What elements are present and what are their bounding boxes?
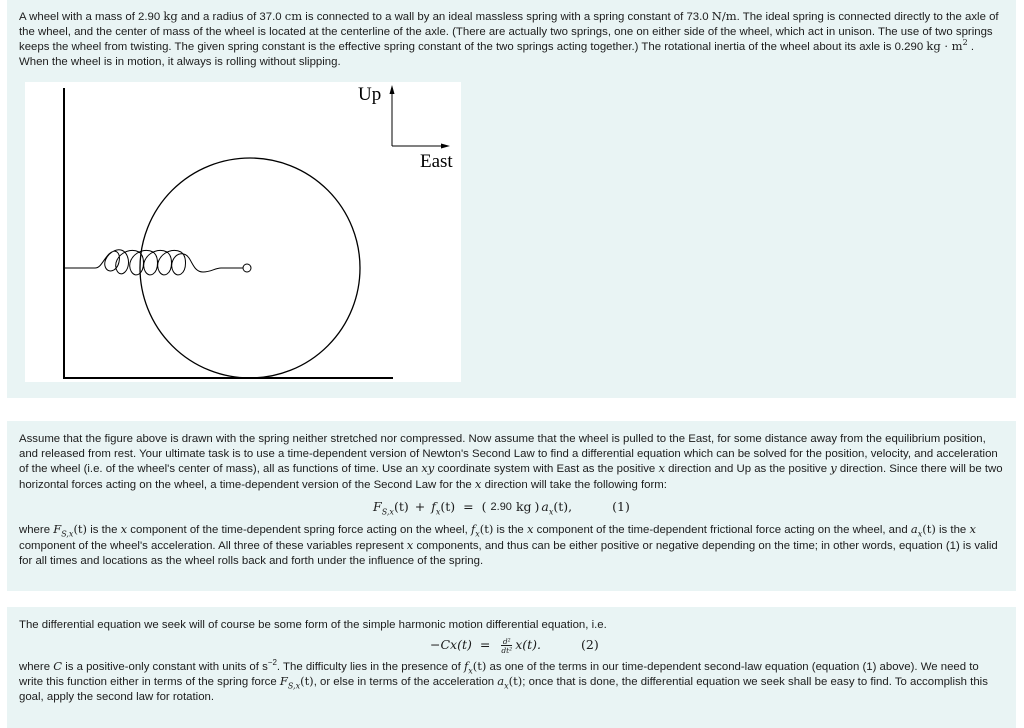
eq1-F-arg: (t) — [393, 499, 409, 515]
shm-intro-text: The differential equation we seek will of course be some form of the simple harmonic motion differential equation, i.e. — [19, 619, 607, 631]
var-f-arg: (t) — [472, 658, 487, 673]
assumption-text-b: coordinate system with East as the positive — [437, 463, 656, 476]
difficulty-text — [19, 659, 1004, 705]
vars-text-b: is the — [90, 524, 118, 537]
var-y: y — [830, 461, 837, 476]
intro-text-5: . When the wheel is in motion, it always is rolling without slipping. — [19, 41, 974, 68]
var-a-arg: (t) — [508, 674, 523, 689]
up-arrow-icon — [390, 85, 395, 94]
var-F-sub: S,x — [61, 529, 74, 539]
eq1-f: f — [431, 499, 436, 515]
eq2-number: (2) — [581, 637, 599, 653]
diff-text-e: , or else in terms of the acceleration — [313, 676, 495, 689]
eq1-f-arg: (t) — [440, 499, 456, 515]
eq1-mass-unit: kg — [515, 499, 532, 515]
shm-equation-panel — [7, 607, 1016, 728]
intro-text-1: A wheel with a mass of 2.90 — [19, 11, 161, 23]
eq1-a-arg: (t), — [553, 499, 573, 515]
unit-cm: cm — [284, 9, 303, 23]
assumption-text-e: direction will take the following form: — [484, 478, 667, 491]
eq2-equals: = — [479, 637, 491, 653]
var-C: C — [53, 658, 63, 673]
east-label: East — [420, 151, 453, 172]
eq1-F: F — [373, 499, 382, 515]
var-a: a — [497, 674, 505, 689]
eq1-plus: + — [414, 499, 426, 515]
var-a: a — [910, 522, 918, 537]
var-F: F — [279, 674, 288, 689]
var-a-arg: (t) — [922, 522, 936, 537]
eq1-a: a — [541, 499, 549, 515]
var-F: F — [53, 522, 62, 537]
intro-text-4: . The ideal spring is connected directly to the axle of the wheel, and the center of mass of the wheel is located at the centerline of the axle. (There are actually two springs, one on either side of the wheel, which act in unison. The use of two springs keeps the wheel from twisting. The given spring constant is the effective spring constant of the two springs acting together.) The rotational inertia of the wheel about its axle is 0.290 — [19, 11, 999, 54]
eq2-frac-denominator: dt² — [501, 645, 513, 655]
second-law-panel — [7, 421, 1016, 591]
var-f: f — [470, 522, 476, 537]
vars-text-d: is the — [496, 524, 524, 537]
var-acceleration — [910, 522, 936, 539]
wheel-spring-diagram — [25, 82, 461, 382]
equation-2 — [430, 633, 1004, 659]
eq1-number: (1) — [612, 499, 630, 515]
eq1-mass-value: 2.90 — [490, 501, 512, 514]
diff-text-d: as one of the terms in our time-dependent second-law equation (equation (1) above). We need to write this function either in terms of the spring force — [19, 660, 979, 689]
unit-exponent: 2 — [962, 38, 968, 48]
var-friction — [464, 659, 486, 673]
var-x: x — [658, 461, 665, 476]
var-F-sub: S,x — [287, 681, 301, 691]
eq1-paren-close: ) — [534, 499, 540, 515]
assumption-text — [19, 432, 1004, 492]
east-arrow-icon — [441, 144, 450, 149]
vars-text-a: where — [19, 524, 51, 537]
eq2-lhs: −Cx(t) — [430, 637, 472, 653]
assumption-text-c: direction and Up as the positive — [668, 463, 828, 476]
diff-exponent: −2 — [267, 657, 277, 667]
var-spring-force — [279, 674, 314, 691]
vars-text-c: component of the time-dependent spring force acting on the wheel, — [130, 524, 468, 537]
unit-kg: kg — [163, 9, 178, 23]
var-x: x — [406, 537, 414, 552]
unit-kg-m: kg · m — [926, 39, 963, 54]
assumption-text-a: Assume that the figure above is drawn with the spring neither stretched nor compressed. Now assume that the wheel is pulled to the East, for some distance away from the equilibrium position, and released from rest. Your ultimate task is to use a time-dependent version of Newton's Second Law to find a differential equation which can be solved for the position, velocity, and acceleration of the wheel (i.e. of the wheel's center of mass), all as functions of time. Use an — [19, 433, 998, 476]
eq1-paren-open: ( — [481, 499, 487, 515]
var-F-arg: (t) — [73, 522, 88, 537]
vars-text-f: is the — [939, 524, 967, 537]
unit-kg-m2 — [926, 39, 967, 53]
unit-n-per-m: N/m — [711, 9, 737, 23]
var-xy: xy — [421, 461, 435, 476]
var-x: x — [474, 476, 482, 491]
var-f-arg: (t) — [479, 522, 494, 537]
vars-text-g: component of the wheel's acceleration. All three of these variables represent — [19, 539, 404, 552]
var-f-sub: x — [468, 665, 473, 675]
equation-1 — [373, 492, 1004, 522]
eq1-a-sub: x — [548, 507, 554, 517]
var-a-sub: x — [917, 529, 923, 539]
var-x: x — [969, 522, 976, 537]
diff-text-a: where — [19, 660, 51, 673]
eq2-frac-numerator: d² — [502, 636, 511, 646]
problem-intro-text — [19, 9, 1004, 69]
eq1-f-sub: x — [435, 507, 441, 517]
intro-text-3: is connected to a wall by an ideal massless spring with a spring constant of 73.0 — [305, 11, 709, 23]
eq2-rhs: x(t). — [515, 637, 541, 653]
intro-text-2: and a radius of 37.0 — [180, 11, 282, 23]
eq1-acceleration — [541, 500, 572, 515]
spring-coil — [64, 250, 243, 275]
var-acceleration — [497, 674, 523, 691]
variables-explanation-text — [19, 522, 1004, 568]
axle-point — [243, 264, 251, 272]
var-a-sub: x — [504, 681, 509, 691]
eq1-friction — [431, 500, 455, 515]
assumption-text-d: direction. Since there will be two horizontal forces acting on the wheel, a time-dependent version of the Second Law for the — [19, 463, 1003, 491]
var-x: x — [120, 522, 128, 537]
var-F-arg: (t) — [300, 674, 314, 689]
vars-text-e: component of the time-dependent frictional force acting on the wheel, and — [536, 524, 908, 537]
vars-text-h: components, and thus can be either positive or negative depending on the time; in other words, equation (1) is valid for all times and locations as the wheel rolls back and forth under the influence of the spring. — [19, 539, 998, 567]
eq1-spring-force — [373, 500, 409, 515]
eq1-equals: = — [463, 499, 474, 515]
diff-text-c: . The difficulty lies in the presence of — [276, 660, 461, 673]
var-friction — [470, 522, 494, 539]
eq1-F-sub: S,x — [381, 507, 394, 517]
var-spring-force — [53, 522, 88, 539]
var-f-sub: x — [475, 529, 480, 539]
var-x: x — [526, 522, 534, 537]
problem-statement-panel — [7, 0, 1016, 398]
up-label: Up — [358, 84, 382, 105]
wheel-spring-figure — [25, 82, 461, 382]
diff-text-b: is a positive-only constant with units of s — [65, 660, 268, 673]
eq2-derivative — [501, 638, 512, 654]
diff-text-g: ; once that is done, the differential equation we seek shall be easy to find. To accomplish this goal, apply the second law for rotation. — [19, 676, 988, 703]
var-f: f — [463, 658, 469, 673]
